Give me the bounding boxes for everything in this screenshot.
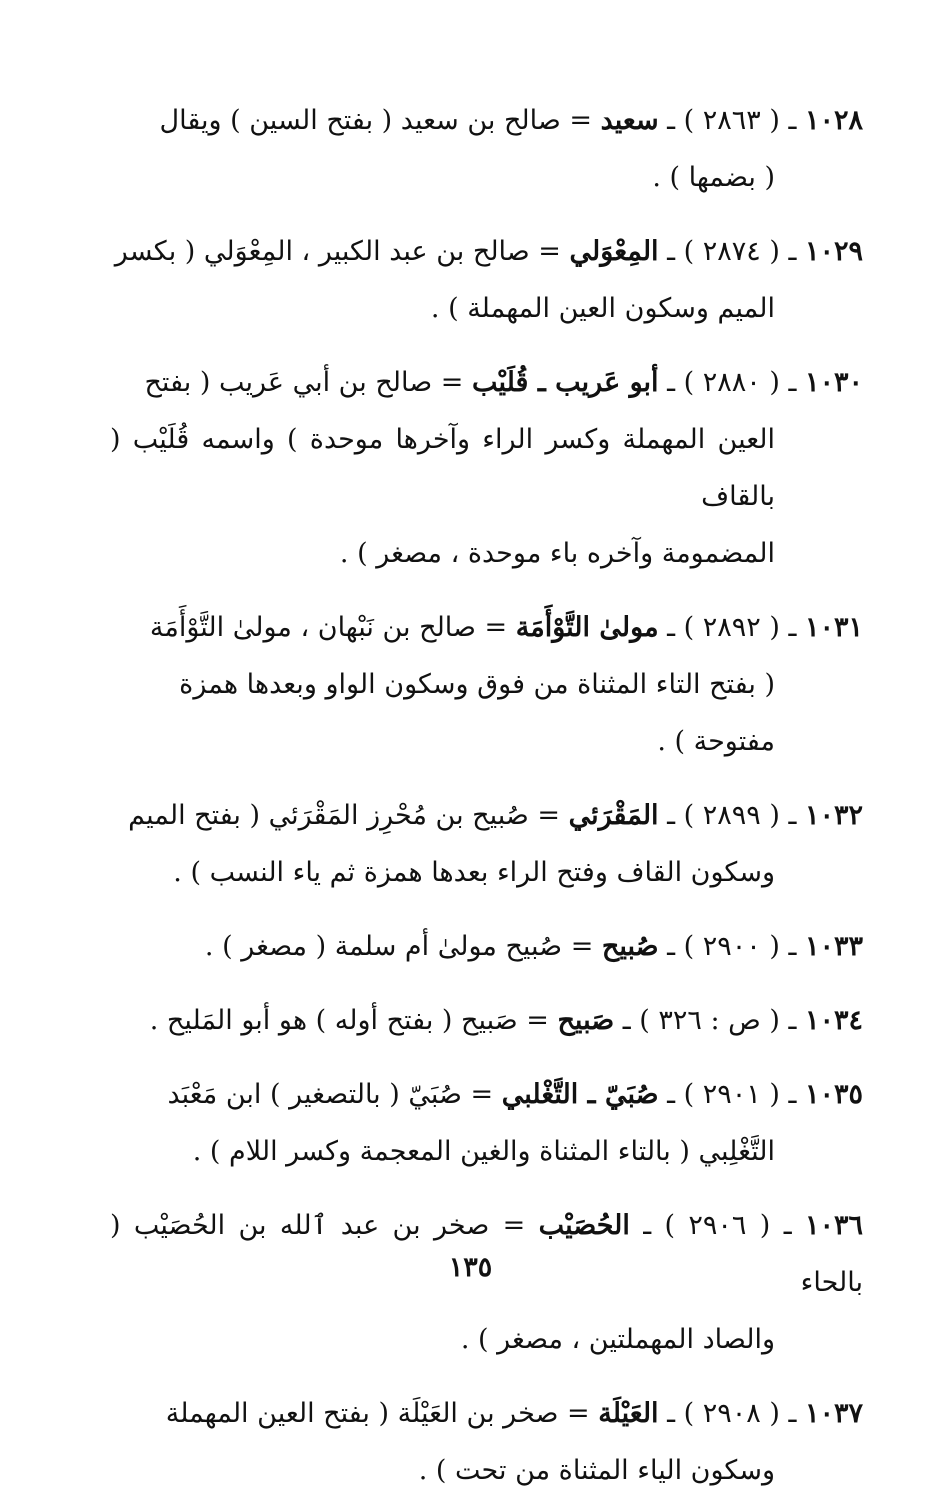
entries-list (110, 92, 863, 1499)
entry-headword: أبو عَريب ـ قُلَيْب (471, 367, 659, 398)
entry-headword: مولىٰ التَّوْأَمَة (515, 612, 659, 643)
page-number: ١٣٥ (448, 1252, 493, 1283)
entry-number: ١٠٣٣ (804, 931, 863, 962)
entry-text: = صُبَيّ ( بالتصغير ) ابن مَعْبَد (167, 1079, 494, 1110)
entry: ١٠٣٦ ـ ( ٢٩٠٦ ) ـ الحُصَيْب = صخر بن عبد ٱلله بن الحُصَيْب ( بالحاء والصاد المهملتين ، مصغر ) . (110, 1197, 863, 1368)
entry-text: = صُبيح بن مُحْرِز المَقْرَئي ( بفتح الميم (128, 800, 561, 831)
entry: ١٠٣٧ ـ ( ٢٩٠٨ ) ـ العَيْلَة = صخر بن العَيْلَة ( بفتح العين المهملة وسكون الياء المثناة من تحت ) . (110, 1385, 863, 1499)
entry-headword: سعيد (600, 105, 659, 136)
entry-number: ١٠٣٧ (804, 1398, 863, 1429)
entry-continuation: العين المهملة وكسر الراء وآخرها موحدة ) واسمه قُلَيْب ( بالقاف (110, 424, 775, 512)
entry-number: ١٠٣٢ (804, 800, 863, 831)
entry-continuation: ( بضمها ) . (652, 162, 775, 193)
entry-reference: ( ٢٨٨٠ ) (683, 367, 780, 398)
entry: ١٠٢٩ ـ ( ٢٨٧٤ ) ـ المِعْوَلي = صالح بن عبد الكبير ، المِعْوَلي ( بكسر الميم وسكون العين المهملة ) . (110, 223, 863, 337)
entry-headword: صُبيح (601, 931, 659, 962)
entry-number: ١٠٢٨ (804, 105, 863, 136)
entry-reference: ( ٢٨٦٣ ) (683, 105, 780, 136)
entry-continuation: وسكون الياء المثناة من تحت ) . (418, 1455, 775, 1486)
entry-number: ١٠٣٥ (804, 1079, 863, 1110)
entry-text: = صالح بن أبي عَريب ( بفتح (144, 367, 464, 398)
entry-text: = صخر بن عبد ٱلله بن الحُصَيْب ( بالحاء (110, 1210, 863, 1298)
entry-reference: ( ٢٩٠٨ ) (683, 1398, 780, 1429)
entry: ١٠٣٤ ـ ( ص : ٣٢٦ ) ـ صَبيح = صَبيح ( بفتح أوله ) هو أبو المَليح . (149, 1005, 863, 1036)
entry: ١٠٢٨ ـ ( ٢٨٦٣ ) ـ سعيد = صالح بن سعيد ( بفتح السين ) ويقال ( بضمها ) . (110, 92, 863, 206)
entry-continuation: التَّغْلِبي ( بالتاء المثناة والغين المعجمة وكسر اللام ) . (192, 1136, 775, 1167)
entry-text: = صخر بن العَيْلَة ( بفتح العين المهملة (165, 1398, 590, 1429)
entry-continuation: الميم وسكون العين المهملة ) . (430, 293, 775, 324)
entry-number: ١٠٣٠ (804, 367, 863, 398)
entry-continuation: ( بفتح التاء المثناة من فوق وسكون الواو وبعدها همزة (179, 669, 775, 700)
entry-headword: صُبَيّ ـ التَّغْلبي (501, 1079, 659, 1110)
entry-continuation: والصاد المهملتين ، مصغر ) . (460, 1324, 775, 1355)
entry-reference: ( ٢٩٠١ ) (683, 1079, 780, 1110)
entry-reference: ( ٢٩٠٦ ) (664, 1210, 771, 1241)
entry-continuation: مفتوحة ) . (657, 726, 775, 757)
entry-text: = صالح بن عبد الكبير ، المِعْوَلي ( بكسر (114, 236, 561, 267)
entry-text: = صالح بن نَبْهان ، مولىٰ التَّوْأَمَة (149, 612, 508, 643)
entry: ١٠٣٠ ـ ( ٢٨٨٠ ) ـ أبو عَريب ـ قُلَيْب = صالح بن أبي عَريب ( بفتح العين المهملة وكسر الراء وآخرها موحدة ) واسمه قُلَيْب ( بالقاف المضمومة وآخره باء موحدة ، مصغر ) . (110, 354, 863, 582)
entry-reference: ( ٢٩٠٠ ) (683, 931, 780, 962)
entry: ١٠٣٣ ـ ( ٢٩٠٠ ) ـ صُبيح = صُبيح مولىٰ أم سلمة ( مصغر ) . (204, 931, 863, 962)
entry-headword: المِعْوَلي (569, 236, 659, 267)
entry-reference: ( ٢٨٩٢ ) (683, 612, 780, 643)
entry-headword: العَيْلَة (598, 1398, 659, 1429)
entry: ١٠٣١ ـ ( ٢٨٩٢ ) ـ مولىٰ التَّوْأَمَة = صالح بن نَبْهان ، مولىٰ التَّوْأَمَة ( بفتح التاء المثناة من فوق وسكون الواو وبعدها همزة مفتوحة ) . (110, 599, 863, 770)
entry-number: ١٠٣١ (804, 612, 863, 643)
entry-continuation: المضمومة وآخره باء موحدة ، مصغر ) . (339, 538, 775, 569)
entry-number: ١٠٣٤ (804, 1005, 863, 1036)
entry: ١٠٣٢ ـ ( ٢٨٩٩ ) ـ المَقْرَئي = صُبيح بن مُحْرِز المَقْرَئي ( بفتح الميم وسكون القاف وفتح الراء بعدها همزة ثم ياء النسب ) . (110, 787, 863, 901)
entry-reference: ( ٢٨٧٤ ) (683, 236, 780, 267)
entry-text: = صُبيح مولىٰ أم سلمة ( مصغر ) . (204, 931, 594, 962)
entry-continuation: وسكون القاف وفتح الراء بعدها همزة ثم ياء النسب ) . (173, 857, 775, 888)
entry-reference: ( ص : ٣٢٦ ) (639, 1005, 780, 1036)
entry-headword: الحُصَيْب (538, 1210, 630, 1241)
entry-text: = صَبيح ( بفتح أوله ) هو أبو المَليح . (149, 1005, 549, 1036)
entry-reference: ( ٢٨٩٩ ) (683, 800, 780, 831)
entry-text: = صالح بن سعيد ( بفتح السين ) ويقال (159, 105, 592, 136)
entry-number: ١٠٢٩ (804, 236, 863, 267)
entry: ١٠٣٥ ـ ( ٢٩٠١ ) ـ صُبَيّ ـ التَّغْلبي = صُبَيّ ( بالتصغير ) ابن مَعْبَد التَّغْلِبي ( بالتاء المثناة والغين المعجمة وكسر اللام ) . (110, 1066, 863, 1180)
entry-headword: المَقْرَئي (568, 800, 659, 831)
entry-number: ١٠٣٦ (805, 1210, 864, 1241)
entry-headword: صَبيح (557, 1005, 615, 1036)
